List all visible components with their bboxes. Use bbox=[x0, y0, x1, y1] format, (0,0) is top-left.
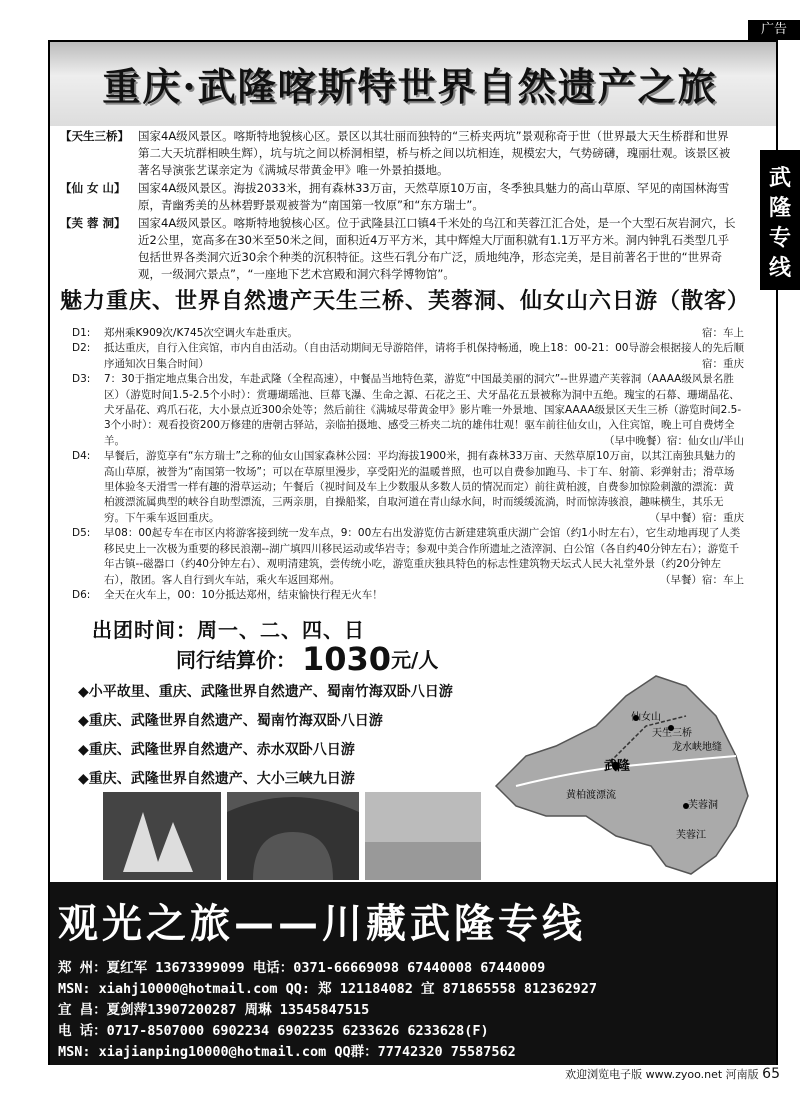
day-label: D6: bbox=[72, 588, 91, 601]
map-label: 天生三桥 bbox=[652, 728, 692, 739]
side-tab-char: 线 bbox=[768, 256, 791, 281]
side-tab-char: 专 bbox=[768, 226, 791, 251]
spot-label: 【仙 女 山】 bbox=[60, 181, 126, 195]
itinerary bbox=[72, 326, 744, 603]
contact-line: 电 话：0717-8507000 6902234 6902235 6233626 6233628(F) bbox=[58, 1023, 489, 1039]
spot-text: 国家4A级风景区。喀斯特地貌核心区。位于武隆县江口镇4千米处的乌江和芙蓉江汇合处，是一个大型石灰岩洞穴，长近2公里，宽高多在30米至50米之间，面积近4万平方米，其中辉煌大厅面积就有1.1万平方米。洞内钟乳石类型几乎包括世界各类洞穴近30余个种类的沉积特征。这些石乳分布广泛，质地纯净，形态完美，是目前著名于世的“世界奇观，一级洞穴景点”，“一座地下艺术宫殿和洞穴科学博物馆”。 bbox=[138, 216, 736, 281]
day-label: D3: bbox=[72, 373, 91, 386]
tour-title: 魅力重庆、世界自然遗产天生三桥、芙蓉洞、仙女山六日游（散客） bbox=[60, 289, 751, 314]
side-tab-char: 隆 bbox=[768, 196, 791, 221]
itinerary-day bbox=[72, 372, 744, 449]
spot-text: 国家4A级风景区。海拔2033米，拥有森林33万亩，天然草原10万亩，冬季独具魅力的高山草原、罕见的南国林海雪原，青幽秀美的丛林碧野景观被誉为“南国第一牧原”和“东方瑞士”。 bbox=[138, 181, 730, 212]
side-tab-char: 武 bbox=[768, 166, 791, 191]
map-label: 芙蓉洞 bbox=[688, 800, 718, 811]
map-region bbox=[496, 676, 748, 874]
day-label: D5: bbox=[72, 527, 91, 540]
day-meal: 宿：重庆 bbox=[702, 357, 744, 370]
ad-tag: 广告 bbox=[748, 20, 800, 40]
contact-line: MSN: xiajianping10000@hotmail.com QQ群：77742320 75587562 bbox=[58, 1044, 516, 1060]
itinerary-day bbox=[72, 326, 744, 341]
day-label: D1: bbox=[72, 327, 91, 339]
day-label: D4: bbox=[72, 450, 91, 463]
spot-label: 【芙 蓉 洞】 bbox=[60, 216, 126, 230]
photo-meadow-ground bbox=[365, 842, 481, 880]
day-text: 全天在火车上，00：10分抵达郑州，结束愉快行程无火车！ bbox=[104, 588, 383, 601]
footer-text: 欢迎浏览电子版 www.zyoo.net bbox=[565, 1068, 723, 1081]
route-item: ◆重庆、武隆世界自然遗产、蜀南竹海双卧八日游 bbox=[78, 713, 383, 729]
map-label: 仙女山 bbox=[631, 712, 661, 723]
map-label: 龙水峡地缝 bbox=[672, 742, 722, 753]
spot-item bbox=[60, 215, 740, 283]
contact-line: 宜 昌：夏剑萍13907200287 周琳 13545847515 bbox=[58, 1002, 370, 1018]
page-title: 重庆·武隆喀斯特世界自然遗产之旅 bbox=[102, 64, 718, 109]
photo-strip bbox=[103, 792, 481, 880]
day-meal: 宿：车上 bbox=[702, 327, 744, 339]
route-list bbox=[78, 678, 518, 794]
spot-item bbox=[60, 180, 740, 214]
spot-label: 【天生三桥】 bbox=[60, 129, 129, 143]
itinerary-day bbox=[72, 588, 744, 603]
schedule: 出团时间：周一、二、四、日 bbox=[92, 618, 365, 642]
day-meal: （早餐）宿：车上 bbox=[660, 573, 744, 586]
itinerary-day bbox=[72, 449, 744, 526]
day-text: 早08：00起专车在市区内将游客接到统一发车点，9：00左右出发游览仿古新建建筑重庆湖广会馆（约1小时左右），它生动地再现了人类移民史上一次极为重要的移民浪潮--湖广填四川移民运动或华岩寺；参观中美合作所遗址之渣滓洞、白公馆（各自约40分钟左右）；游览千年古镇--磁器口（约40分钟左右）、观明清建筑，尝传统小吃，游览重庆独具特色的标志性建筑物天坛式人民大礼堂外景（约20分钟左右），散团。客人自行到火车站，乘火车返回郑州。 bbox=[104, 527, 741, 586]
day-text: 7：30于指定地点集合出发，车赴武隆（全程高速），中餐品当地特色菜，游览“中国最美丽的洞穴”--世界遗产芙蓉洞（AAAA级风景名胜区）（游览时间1.5-2.5个小时）：赏珊瑚瑶池、巨幕飞瀑、生命之源、石花之王、犬牙晶花五景被称为洞中五绝。瑰宝的石幕、珊瑚晶花、犬牙晶花、鸡爪石花，大小景点近300余处等；然后前往《满城尽带黄金甲》影片唯一外景地、国家AAAA级景区天生三桥（游览时间2.5-3个小时）：观看投资200万修建的唐朝古驿站，亲临拍摄地、感受三桥夹二坑的雄伟壮观！驱车前往仙女山，入住宾馆，晚上可自费烤全羊。 bbox=[104, 373, 742, 447]
footer-edition: 河南版 bbox=[725, 1068, 759, 1081]
itinerary-day bbox=[72, 341, 744, 372]
page-number: 65 bbox=[762, 1066, 780, 1082]
itinerary-day bbox=[72, 526, 744, 588]
day-meal: （早中餐）宿：重庆 bbox=[649, 511, 744, 524]
day-text: 抵达重庆，自行入住宾馆，市内自由活动。（自由活动期间无导游陪伴，请将手机保持畅通，晚上18：00-21：00导游会根据接人的先后顺序通知次日集合时间） bbox=[104, 342, 744, 370]
spot-item bbox=[60, 128, 740, 179]
map-label: 武隆 bbox=[604, 759, 631, 774]
day-label: D2: bbox=[72, 342, 91, 355]
price bbox=[176, 640, 438, 678]
contact-lines bbox=[58, 958, 772, 1063]
day-text: 郑州乘K909次/K745次空调火车赴重庆。 bbox=[104, 327, 298, 339]
contact-banner bbox=[50, 882, 776, 1065]
map-label: 黄柏渡漂流 bbox=[566, 790, 616, 801]
scenic-spots bbox=[60, 128, 740, 284]
side-tab bbox=[760, 150, 800, 290]
day-text: 早餐后，游览享有“东方瑞士”之称的仙女山国家森林公园：平均海拔1900米，拥有森林33万亩、天然草原10万亩，以其江南独具魅力的高山草原，被誉为“南国第一牧场”；可以在草原里漫步，享受阳光的温暖普照，也可以自费参加跑马、卡丁车、射箭、彩弹射击；滑草场里体验冬天滑雪一样有趣的滑草运动；午餐后（视时间及车上少数服从多数人员的情况而定）前往黄柏渡，自费参加惊险刺激的漂流：黄柏渡漂流属典型的峡谷自助型漂流，三两亲朋，自操船桨，自取河道在青山绿水间，时而缓缓流淌，时而惊涛骇浪，趣味横生，其乐无穷。下午乘车返回重庆。 bbox=[104, 450, 736, 524]
day-meal: （早中晚餐）宿：仙女山/半山 bbox=[603, 434, 744, 447]
contact-line: 郑 州：夏红军 13673399099 电话：0371-66669098 67440008 67440009 bbox=[58, 960, 546, 976]
banner-title: 观光之旅——川藏武隆专线 bbox=[58, 901, 586, 947]
route-item: ◆小平故里、重庆、武隆世界自然遗产、蜀南竹海双卧八日游 bbox=[78, 684, 453, 700]
route-map bbox=[486, 666, 768, 880]
spot-text: 国家4A级风景区。喀斯特地貌核心区。景区以其壮丽而独特的“三桥夹两坑”景观称奇于世（世界最大天生桥群和世界第二大天坑群相映生辉），坑与坑之间以桥洞相望，桥与桥之间以坑相连，规模宏大，气势磅礴，瑰丽壮观。该景区被著名导演张艺谋亲定为《满城尽带黄金甲》唯一外景拍摄地。 bbox=[138, 129, 731, 177]
price-unit: 元/人 bbox=[391, 648, 439, 672]
price-value: 1030 bbox=[302, 640, 392, 678]
price-label: 同行结算价： bbox=[176, 648, 296, 672]
map-label: 芙蓉江 bbox=[676, 830, 706, 841]
contact-line: MSN: xiahj10000@hotmail.com QQ: 郑 121184082 宜 871865558 812362927 bbox=[58, 981, 598, 997]
page-footer bbox=[500, 1066, 780, 1082]
route-item: ◆重庆、武隆世界自然遗产、大小三峡九日游 bbox=[78, 771, 355, 787]
route-item: ◆重庆、武隆世界自然遗产、赤水双卧八日游 bbox=[78, 742, 355, 758]
